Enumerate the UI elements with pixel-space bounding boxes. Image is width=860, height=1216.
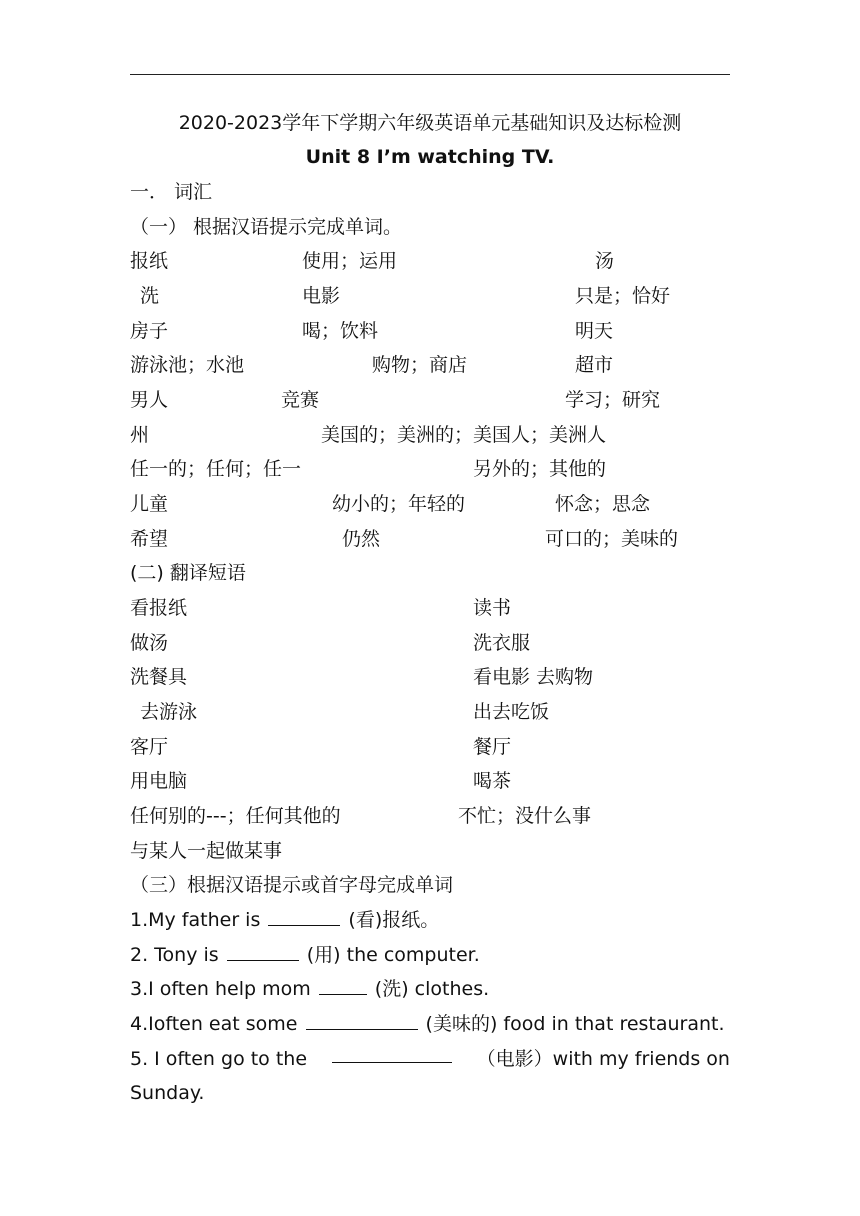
vocab-item: 电影 bbox=[302, 285, 341, 307]
phrase-row bbox=[130, 730, 730, 765]
vocab-item: 喝；饮料 bbox=[302, 320, 379, 342]
phrase-item: 做汤 bbox=[130, 632, 169, 654]
vocab-item: 任一的；任何；任一 bbox=[130, 458, 302, 480]
phrase-item: 不忙；没什么事 bbox=[458, 805, 592, 827]
phrase-item: 任何别的---；任何其他的 bbox=[130, 805, 341, 827]
vocab-item: 报纸 bbox=[130, 250, 169, 272]
vocab-item: 房子 bbox=[130, 320, 169, 342]
unit-title bbox=[130, 140, 730, 175]
part3-heading-text: （三）根据汉语提示或首字母完成单词 bbox=[130, 874, 454, 896]
vocab-row bbox=[130, 452, 730, 487]
phrase-item: 出去吃饭 bbox=[473, 701, 550, 723]
exercise-text bbox=[130, 903, 439, 938]
phrase-item: 与某人一起做某事 bbox=[130, 840, 283, 862]
vocab-item: 美国的；美洲的；美国人；美洲人 bbox=[321, 424, 607, 446]
exercise-text bbox=[130, 972, 489, 1007]
exercise-suffix: (用) the computer. bbox=[300, 944, 480, 966]
vocab-item: 仍然 bbox=[342, 528, 381, 550]
vocab-item: 洗 bbox=[140, 285, 160, 307]
exercise-suffix: (美味的) food in that restaurant. bbox=[419, 1013, 725, 1035]
exercise-continuation bbox=[130, 1076, 730, 1111]
exercise-text bbox=[130, 938, 480, 973]
phrase-row bbox=[130, 834, 730, 869]
vocab-item: 怀念；思念 bbox=[555, 493, 651, 515]
phrase-row bbox=[130, 591, 730, 626]
vocab-item: 学习；研究 bbox=[565, 389, 661, 411]
vocab-item: 明天 bbox=[575, 320, 614, 342]
vocab-item: 幼小的；年轻的 bbox=[332, 493, 466, 515]
answer-blank[interactable] bbox=[306, 1009, 418, 1030]
vocab-item: 希望 bbox=[130, 528, 169, 550]
part3-heading bbox=[130, 868, 730, 903]
exercise-line bbox=[130, 1042, 730, 1077]
phrase-row bbox=[130, 695, 730, 730]
vocab-row bbox=[130, 348, 730, 383]
vocab-item: 男人 bbox=[130, 389, 169, 411]
answer-blank[interactable] bbox=[319, 974, 367, 995]
vocab-row bbox=[130, 314, 730, 349]
exercise-prefix: 3.I often help mom bbox=[130, 978, 317, 1000]
exercise-continuation-text: Sunday. bbox=[130, 1082, 205, 1104]
vocab-item: 可口的；美味的 bbox=[545, 528, 679, 550]
phrase-item: 洗餐具 bbox=[130, 666, 188, 688]
phrase-item: 读书 bbox=[473, 597, 512, 619]
vocab-item: 竞赛 bbox=[281, 389, 320, 411]
unit-title-text: Unit 8 I’m watching TV. bbox=[305, 146, 555, 168]
exercise-line bbox=[130, 1007, 730, 1042]
phrase-row bbox=[130, 799, 730, 834]
exercise-line bbox=[130, 903, 730, 938]
vocab-row bbox=[130, 418, 730, 453]
vocab-item: 购物；商店 bbox=[372, 354, 468, 376]
phrase-item: 客厅 bbox=[130, 736, 169, 758]
exercise-line bbox=[130, 938, 730, 973]
vocab-row bbox=[130, 522, 730, 557]
vocab-item: 超市 bbox=[575, 354, 614, 376]
document-title bbox=[130, 106, 730, 141]
section-heading-vocab-text: 一． 词汇 bbox=[130, 181, 213, 203]
answer-blank[interactable] bbox=[268, 905, 340, 926]
phrase-item: 去游泳 bbox=[140, 701, 198, 723]
document-title-text: 2020-2023学年下学期六年级英语单元基础知识及达标检测 bbox=[178, 112, 682, 134]
answer-blank[interactable] bbox=[227, 940, 299, 961]
vocab-item: 儿童 bbox=[130, 493, 169, 515]
vocab-row bbox=[130, 279, 730, 314]
part2-heading bbox=[130, 556, 730, 591]
phrase-item: 喝茶 bbox=[473, 770, 512, 792]
exercise-line bbox=[130, 972, 730, 1007]
exercise-prefix: 1.My father is bbox=[130, 909, 267, 931]
phrase-item: 餐厅 bbox=[473, 736, 512, 758]
vocab-item: 使用；运用 bbox=[302, 250, 398, 272]
part1-heading-text: （一） 根据汉语提示完成单词。 bbox=[130, 216, 403, 238]
vocab-item: 另外的；其他的 bbox=[473, 458, 607, 480]
vocab-item: 游泳池；水池 bbox=[130, 354, 245, 376]
part1-heading bbox=[130, 210, 730, 245]
phrase-row bbox=[130, 764, 730, 799]
phrase-item: 看报纸 bbox=[130, 597, 188, 619]
exercise-suffix: (洗) clothes. bbox=[368, 978, 490, 1000]
exercise-prefix: 2. Tony is bbox=[130, 944, 225, 966]
exercise-text bbox=[130, 1042, 730, 1077]
vocab-item: 州 bbox=[130, 424, 150, 446]
phrase-item: 看电影 去购物 bbox=[473, 666, 594, 688]
section-heading-vocab bbox=[130, 175, 730, 210]
vocab-item: 只是；恰好 bbox=[575, 285, 671, 307]
exercise-prefix: 5. I often go to the bbox=[130, 1048, 308, 1070]
vocab-item: 汤 bbox=[595, 250, 615, 272]
exercise-text bbox=[130, 1007, 725, 1042]
phrase-row bbox=[130, 626, 730, 661]
phrase-item: 洗衣服 bbox=[473, 632, 531, 654]
phrase-row bbox=[130, 660, 730, 695]
exercise-suffix: （电影）with my friends on bbox=[476, 1048, 730, 1070]
part2-heading-text: (二) 翻译短语 bbox=[130, 562, 246, 584]
phrase-item: 用电脑 bbox=[130, 770, 188, 792]
vocab-row bbox=[130, 487, 730, 522]
header-rule bbox=[130, 74, 730, 75]
vocab-row bbox=[130, 244, 730, 279]
exercise-suffix: (看)报纸。 bbox=[342, 909, 440, 931]
answer-blank[interactable] bbox=[332, 1042, 452, 1063]
vocab-row bbox=[130, 383, 730, 418]
exercise-prefix: 4.Ioften eat some bbox=[130, 1013, 304, 1035]
